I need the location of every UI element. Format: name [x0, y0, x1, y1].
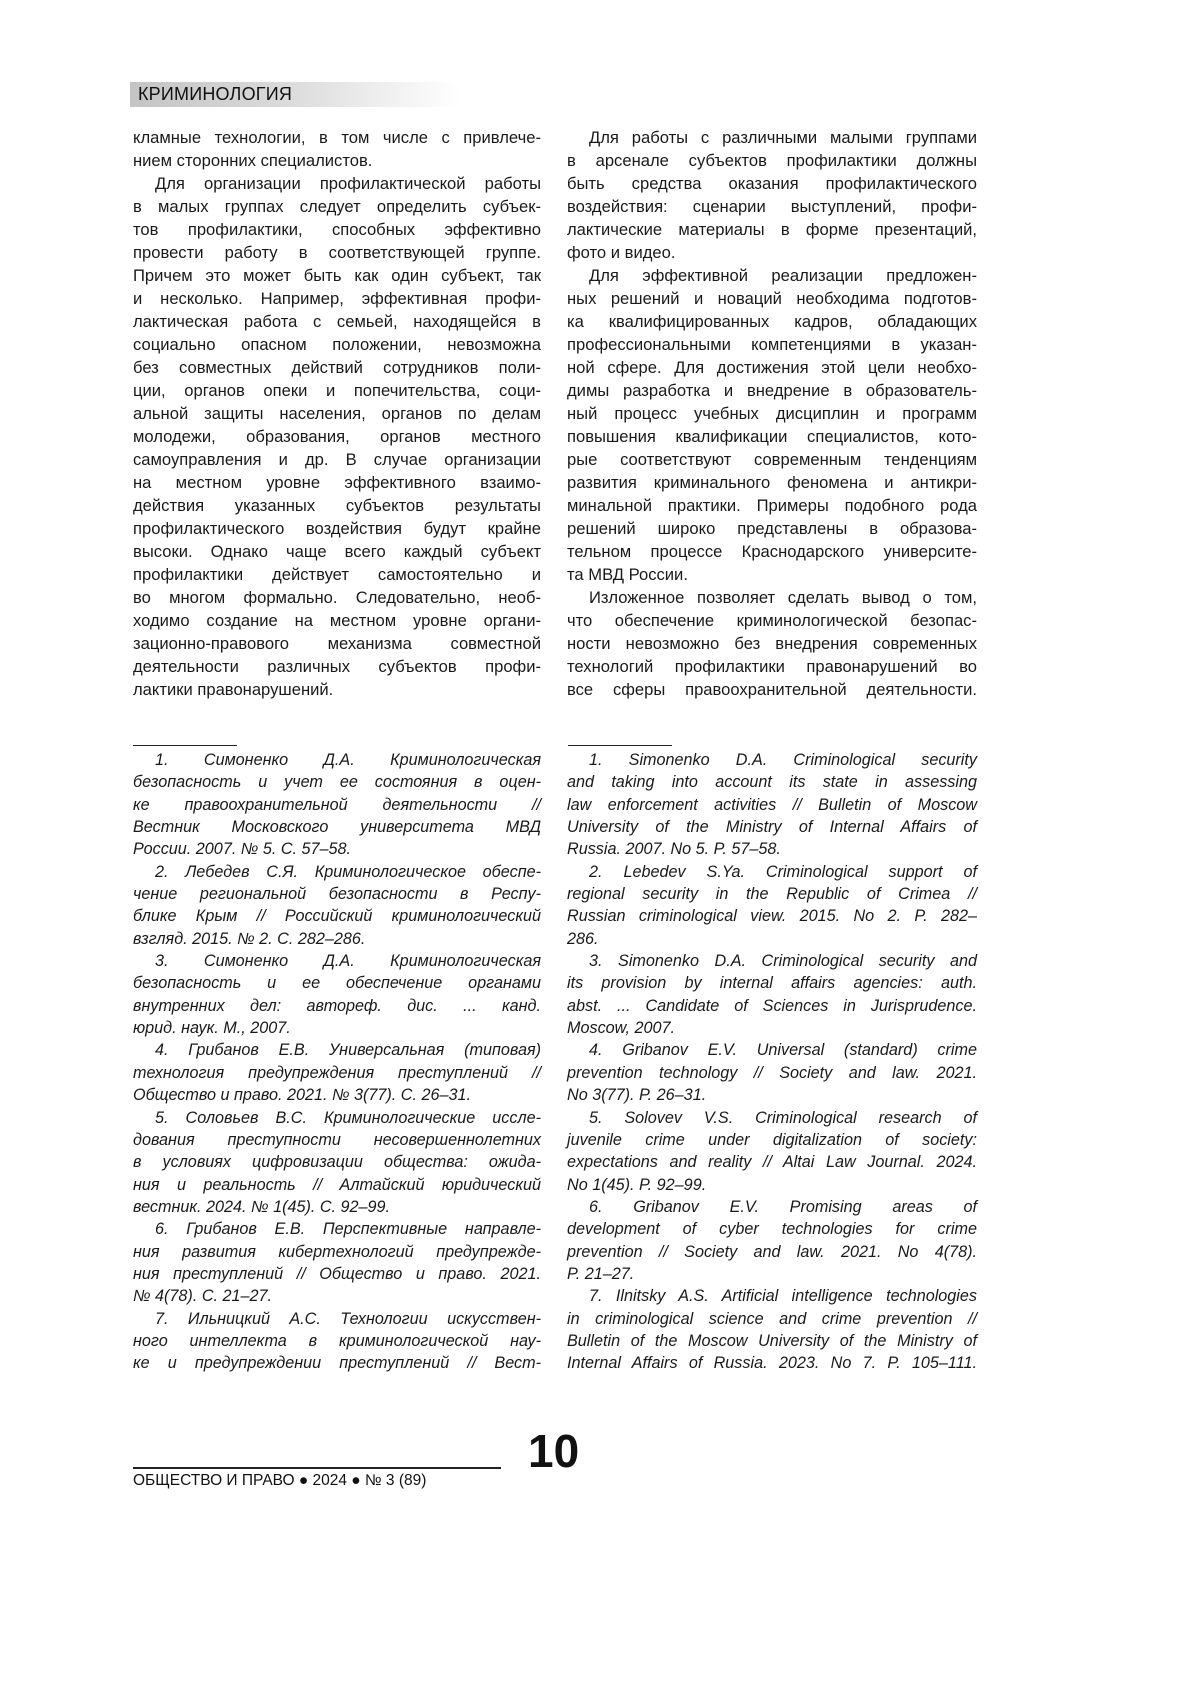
text-line: 7. Ilnitsky A.S. Artificial intelligence technologies: [567, 1285, 977, 1307]
text-line: ке правоохранительной деятельности //: [133, 794, 541, 816]
journal-footer: ОБЩЕСТВО И ПРАВО ● 2024 ● № 3 (89): [133, 1472, 426, 1490]
text-line: взгляд. 2015. № 2. С. 282–286.: [133, 928, 541, 950]
text-line: повышения квалификации специалистов, кото-: [567, 425, 977, 448]
text-line: что обеспечение криминологической безопас-: [567, 609, 977, 632]
text-line: самоуправления и др. В случае организации: [133, 448, 541, 471]
text-line: Для организации профилактической работы: [133, 172, 541, 195]
paragraph: [133, 950, 541, 1039]
references-english: [567, 749, 977, 1375]
text-line: без совместных действий сотрудников поли-: [133, 356, 541, 379]
text-line: 2. Лебедев С.Я. Криминологическое обеспе-: [133, 861, 541, 883]
references-russian: [133, 749, 541, 1375]
text-line: тов профилактики, способных эффективно: [133, 218, 541, 241]
footer-rule: [133, 1467, 501, 1469]
paragraph: [567, 586, 977, 701]
text-line: в малых группах следует определить субъек-: [133, 195, 541, 218]
text-line: prevention // Society and law. 2021. No 4(78).: [567, 1241, 977, 1263]
text-line: Bulletin of the Moscow University of the Ministry of: [567, 1330, 977, 1352]
text-line: та МВД России.: [567, 563, 977, 586]
paragraph: [133, 1039, 541, 1106]
text-line: развития криминального феномена и антикри-: [567, 471, 977, 494]
text-line: и несколько. Например, эффективная профи-: [133, 287, 541, 310]
text-line: ции, органов опеки и попечительства, соци-: [133, 379, 541, 402]
text-line: Moscow, 2007.: [567, 1017, 977, 1039]
text-line: its provision by internal affairs agencies: auth.: [567, 972, 977, 994]
text-line: Для работы с различными малыми группами: [567, 126, 977, 149]
text-line: ной сфере. Для достижения этой цели необхо-: [567, 356, 977, 379]
text-line: 1. Simonenko D.A. Criminological security: [567, 749, 977, 771]
text-line: безопасность и ее обеспечение органами: [133, 972, 541, 994]
paragraph: [133, 749, 541, 861]
paragraph: [133, 1308, 541, 1375]
paragraph: [567, 1107, 977, 1196]
text-line: law enforcement activities // Bulletin of Moscow: [567, 794, 977, 816]
paragraph: [133, 172, 541, 701]
text-line: development of cyber technologies for crime: [567, 1218, 977, 1240]
text-line: regional security in the Republic of Crimea //: [567, 883, 977, 905]
text-line: No 3(77). P. 26–31.: [567, 1084, 977, 1106]
text-line: 5. Соловьев В.С. Криминологические иссле-: [133, 1107, 541, 1129]
text-line: дования преступности несовершеннолетних: [133, 1129, 541, 1151]
text-line: ка квалифицированных кадров, обладающих: [567, 310, 977, 333]
text-line: лактики правонарушений.: [133, 678, 541, 701]
text-line: prevention technology // Society and law. 2021.: [567, 1062, 977, 1084]
body-column-right: [567, 126, 977, 701]
text-line: безопасность и учет ее состояния в оцен-: [133, 771, 541, 793]
text-line: Изложенное позволяет сделать вывод о том,: [567, 586, 977, 609]
text-line: технология предупреждения преступлений //: [133, 1062, 541, 1084]
text-line: России. 2007. № 5. С. 57–58.: [133, 838, 541, 860]
text-line: решений широко представлены в образова-: [567, 517, 977, 540]
text-line: вестник. 2024. № 1(45). С. 92–99.: [133, 1196, 541, 1218]
text-line: ходимо создание на местном уровне органи-: [133, 609, 541, 632]
text-line: тельном процессе Краснодарского университе-: [567, 540, 977, 563]
text-line: воздействия: сценарии выступлений, профи-: [567, 195, 977, 218]
body-column-left: [133, 126, 541, 701]
text-line: в арсенале субъектов профилактики должны: [567, 149, 977, 172]
text-line: University of the Ministry of Internal Affairs of: [567, 816, 977, 838]
text-line: на местном уровне эффективного взаимо-: [133, 471, 541, 494]
text-line: быть средства оказания профилактического: [567, 172, 977, 195]
text-line: Вестник Московского университета МВД: [133, 816, 541, 838]
text-line: P. 21–27.: [567, 1263, 977, 1285]
text-line: ных решений и новаций необходима подготов-: [567, 287, 977, 310]
text-line: димы разработка и внедрение в образователь-: [567, 379, 977, 402]
text-line: профилактического воздействия будут крайне: [133, 517, 541, 540]
paragraph: [567, 950, 977, 1039]
paragraph: [567, 1285, 977, 1374]
text-line: блике Крым // Российский криминологический: [133, 905, 541, 927]
text-line: лактические материалы в форме презентаций,: [567, 218, 977, 241]
text-line: все сферы правоохранительной деятельности.: [567, 678, 977, 701]
text-line: деятельности различных субъектов профи-: [133, 655, 541, 678]
text-line: in criminological science and crime prevention //: [567, 1308, 977, 1330]
text-line: 3. Симоненко Д.А. Криминологическая: [133, 950, 541, 972]
text-line: ния развития кибертехнологий предупрежде-: [133, 1241, 541, 1263]
text-line: and taking into account its state in assessing: [567, 771, 977, 793]
page-number: 10: [528, 1424, 579, 1478]
text-line: молодежи, образования, органов местного: [133, 425, 541, 448]
text-line: во многом формально. Следовательно, необ-: [133, 586, 541, 609]
text-line: зационно-правового механизма совместной: [133, 632, 541, 655]
section-title: КРИМИНОЛОГИЯ: [138, 84, 292, 105]
paragraph: [133, 1218, 541, 1307]
text-line: ния и реальность // Алтайский юридический: [133, 1174, 541, 1196]
text-line: 4. Gribanov E.V. Universal (standard) crime: [567, 1039, 977, 1061]
text-line: Общество и право. 2021. № 3(77). С. 26–31.: [133, 1084, 541, 1106]
text-line: ный процесс учебных дисциплин и программ: [567, 402, 977, 425]
text-line: juvenile crime under digitalization of society:: [567, 1129, 977, 1151]
text-line: 4. Грибанов Е.В. Универсальная (типовая): [133, 1039, 541, 1061]
text-line: юрид. наук. М., 2007.: [133, 1017, 541, 1039]
text-line: Причем это может быть как один субъект, так: [133, 264, 541, 287]
text-line: кламные технологии, в том числе с привлече-: [133, 126, 541, 149]
text-line: высоки. Однако чаще всего каждый субъект: [133, 540, 541, 563]
text-line: № 4(78). С. 21–27.: [133, 1285, 541, 1307]
text-line: 5. Solovev V.S. Criminological research of: [567, 1107, 977, 1129]
text-line: ного интеллекта в криминологической нау-: [133, 1330, 541, 1352]
paragraph: [567, 1196, 977, 1285]
text-line: 2. Lebedev S.Ya. Criminological support of: [567, 861, 977, 883]
text-line: альной защиты населения, органов по делам: [133, 402, 541, 425]
text-line: провести работу в соответствующей группе.: [133, 241, 541, 264]
text-line: минальной практики. Примеры подобного рода: [567, 494, 977, 517]
text-line: 1. Симоненко Д.А. Криминологическая: [133, 749, 541, 771]
text-line: Russia. 2007. No 5. P. 57–58.: [567, 838, 977, 860]
text-line: abst. ... Candidate of Sciences in Jurisprudence.: [567, 995, 977, 1017]
text-line: фото и видео.: [567, 241, 977, 264]
text-line: внутренних дел: автореф. дис. ... канд.: [133, 995, 541, 1017]
paragraph: [567, 264, 977, 586]
text-line: технологий профилактики правонарушений во: [567, 655, 977, 678]
paragraph: [567, 1039, 977, 1106]
text-line: 6. Грибанов Е.В. Перспективные направле-: [133, 1218, 541, 1240]
text-line: No 1(45). P. 92–99.: [567, 1174, 977, 1196]
text-line: нием сторонних специалистов.: [133, 149, 541, 172]
text-line: лактическая работа с семьей, находящейся в: [133, 310, 541, 333]
text-line: рые соответствуют современным тенденциям: [567, 448, 977, 471]
paragraph: [133, 126, 541, 172]
paragraph: [567, 749, 977, 861]
text-line: 6. Gribanov E.V. Promising areas of: [567, 1196, 977, 1218]
paragraph: [133, 1107, 541, 1219]
section-header: [130, 82, 460, 107]
text-line: ке и предупреждении преступлений // Вест-: [133, 1352, 541, 1374]
text-line: 3. Simonenko D.A. Criminological security and: [567, 950, 977, 972]
paragraph: [567, 126, 977, 264]
text-line: Для эффективной реализации предложен-: [567, 264, 977, 287]
text-line: Internal Affairs of Russia. 2023. No 7. P. 105–111.: [567, 1352, 977, 1374]
text-line: expectations and reality // Altai Law Journal. 2024.: [567, 1151, 977, 1173]
footnote-separator-left: [133, 745, 237, 746]
text-line: Russian criminological view. 2015. No 2. P. 282–: [567, 905, 977, 927]
paragraph: [567, 861, 977, 950]
text-line: ности невозможно без внедрения современных: [567, 632, 977, 655]
text-line: 286.: [567, 928, 977, 950]
text-line: 7. Ильницкий А.С. Технологии искусствен-: [133, 1308, 541, 1330]
text-line: в условиях цифровизации общества: ожида-: [133, 1151, 541, 1173]
paragraph: [133, 861, 541, 950]
text-line: чение региональной безопасности в Респу-: [133, 883, 541, 905]
footnote-separator-right: [568, 745, 672, 746]
text-line: профессиональными компетенциями в указан-: [567, 333, 977, 356]
text-line: социально опасном положении, невозможна: [133, 333, 541, 356]
text-line: действия указанных субъектов результаты: [133, 494, 541, 517]
text-line: ния преступлений // Общество и право. 2021.: [133, 1263, 541, 1285]
text-line: профилактики действует самостоятельно и: [133, 563, 541, 586]
